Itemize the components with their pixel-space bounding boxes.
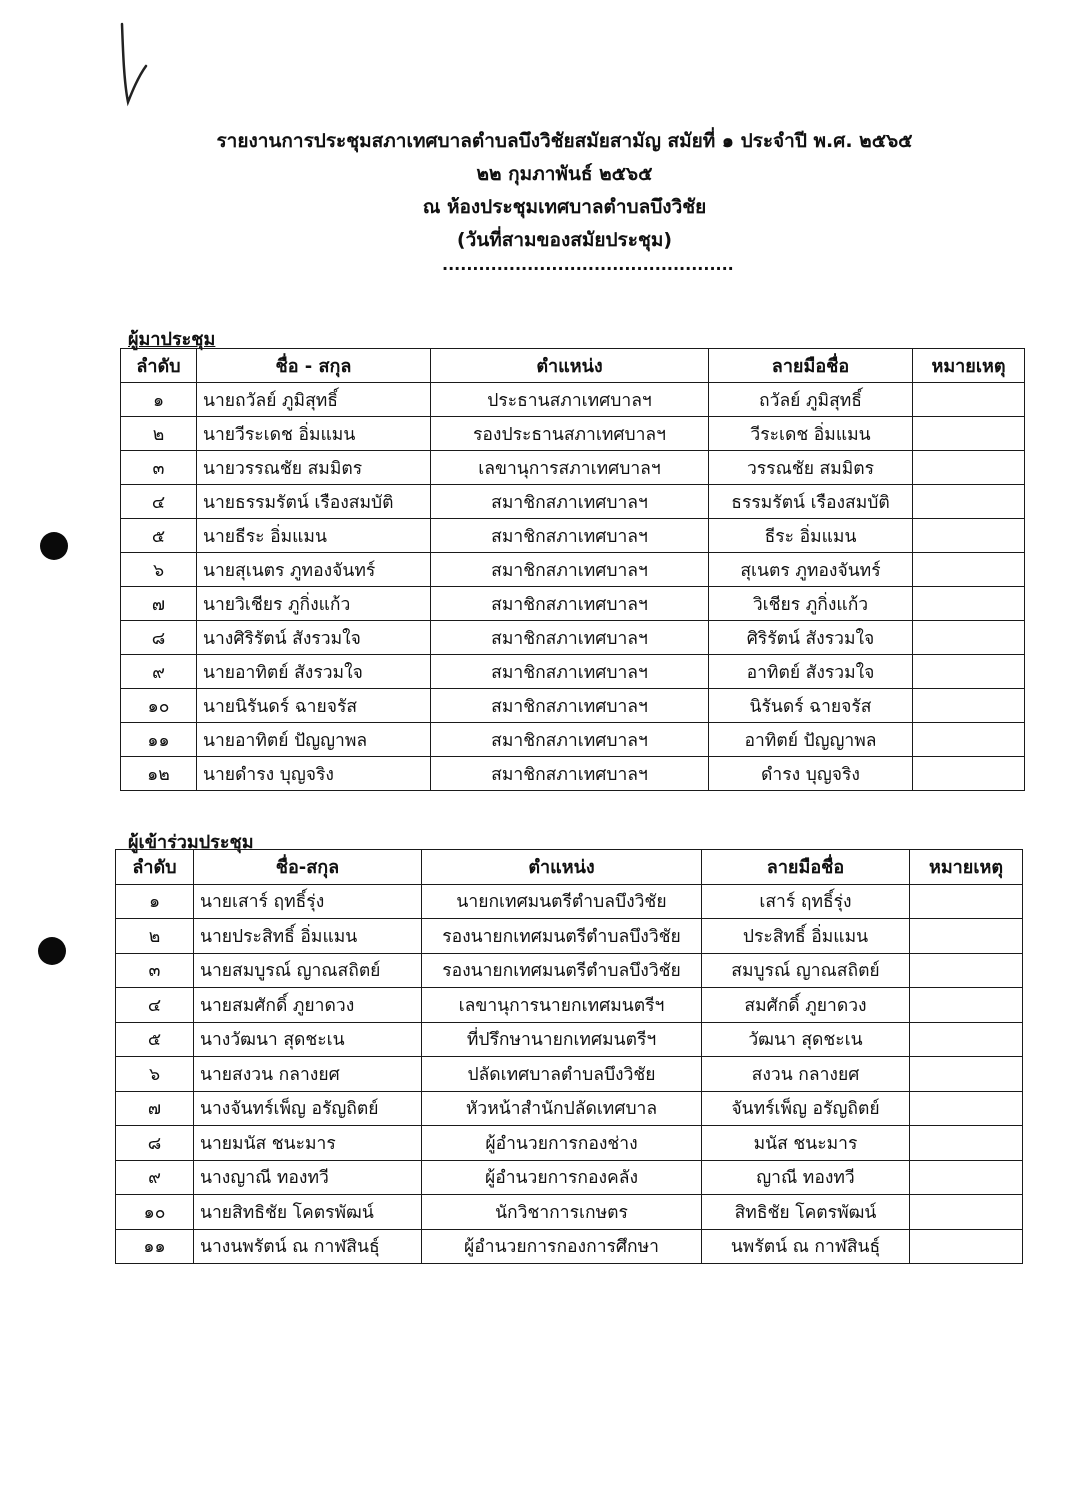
cell-signature: ดำรง บุญจริง [709, 757, 913, 791]
cell-position: ประธานสภาเทศบาลฯ [431, 383, 709, 417]
cell-signature: สิทธิชัย โคตรพัฒน์ [702, 1195, 910, 1230]
table-row [116, 988, 1023, 1023]
cell-order-no: ๑ [116, 884, 194, 919]
cell-name: นายถวัลย์ ภูมิสุทธิ์ [197, 383, 431, 417]
cell-note [910, 1126, 1023, 1161]
table-row [116, 1022, 1023, 1057]
cell-name: นายสมศักดิ์ ภูยาดวง [194, 988, 422, 1023]
cell-name: นางศิริรัตน์ สังรวมใจ [197, 621, 431, 655]
table-row [116, 1229, 1023, 1264]
cell-name: นายนิรันดร์ ฉายจรัส [197, 689, 431, 723]
attendees-title: ผู้มาประชุม [128, 329, 216, 350]
table-row [116, 953, 1023, 988]
cell-signature: วัฒนา สุดชะเน [702, 1022, 910, 1057]
cell-position: เลขานุการสภาเทศบาลฯ [431, 451, 709, 485]
cell-note [910, 1057, 1023, 1092]
cell-signature: อาทิตย์ ปัญญาพล [709, 723, 913, 757]
cell-order-no: ๘ [116, 1126, 194, 1161]
table-row [116, 1057, 1023, 1092]
table-row [121, 553, 1025, 587]
cell-name: นายมนัส ชนะมาร [194, 1126, 422, 1161]
handwritten-checkmark-icon [114, 22, 158, 108]
cell-note [913, 655, 1025, 689]
table-row [116, 884, 1023, 919]
cell-position: ที่ปรึกษานายกเทศมนตรีฯ [422, 1022, 702, 1057]
cell-order-no: ๖ [116, 1057, 194, 1092]
cell-note [913, 485, 1025, 519]
table-row [121, 519, 1025, 553]
cell-position: ผู้อำนวยการกองคลัง [422, 1160, 702, 1195]
cell-name: นายประสิทธิ์ อิ่มแมน [194, 919, 422, 954]
cell-name: นายสมบูรณ์ ญาณสถิตย์ [194, 953, 422, 988]
cell-note [910, 953, 1023, 988]
cell-name: นางญาณี ทองทวี [194, 1160, 422, 1195]
cell-order-no: ๘ [121, 621, 197, 655]
cell-order-no: ๕ [121, 519, 197, 553]
cell-signature: สงวน กลางยศ [702, 1057, 910, 1092]
cell-note [913, 519, 1025, 553]
cell-signature: เสาร์ ฤทธิ์รุ่ง [702, 884, 910, 919]
cell-signature: วิเชียร ภูกิ่งแก้ว [709, 587, 913, 621]
column-header-signature: ลายมือชื่อ [702, 850, 910, 885]
table-row [121, 723, 1025, 757]
cell-name: นายวีระเดช อิ่มแมน [197, 417, 431, 451]
table-row [121, 417, 1025, 451]
cell-note [913, 383, 1025, 417]
cell-position: นักวิชาการเกษตร [422, 1195, 702, 1230]
cell-position: รองนายกเทศมนตรีตำบลบึงวิชัย [422, 919, 702, 954]
punch-hole-bottom [38, 937, 66, 965]
participants-title: ผู้เข้าร่วมประชุม [128, 832, 254, 853]
cell-name: นายวรรณชัย สมมิตร [197, 451, 431, 485]
cell-note [910, 1195, 1023, 1230]
cell-order-no: ๑๐ [116, 1195, 194, 1230]
cell-name: นายสิทธิชัย โคตรพัฒน์ [194, 1195, 422, 1230]
cell-name: นางจันทร์เพ็ญ อรัญถิตย์ [194, 1091, 422, 1126]
cell-note [910, 988, 1023, 1023]
cell-name: นายสุเนตร ภูทองจันทร์ [197, 553, 431, 587]
cell-note [913, 553, 1025, 587]
cell-name: นายอาทิตย์ ปัญญาพล [197, 723, 431, 757]
cell-position: ปลัดเทศบาลตำบลบึงวิชัย [422, 1057, 702, 1092]
cell-order-no: ๙ [116, 1160, 194, 1195]
table-row [121, 383, 1025, 417]
column-header-signature: ลายมือชื่อ [709, 349, 913, 383]
table-row [116, 919, 1023, 954]
cell-signature: ถวัลย์ ภูมิสุทธิ์ [709, 383, 913, 417]
cell-signature: สมศักดิ์ ภูยาดวง [702, 988, 910, 1023]
column-header-no: ลำดับ [116, 850, 194, 885]
cell-signature: ธรรมรัตน์ เรืองสมบัติ [709, 485, 913, 519]
cell-signature: สุเนตร ภูทองจันทร์ [709, 553, 913, 587]
cell-order-no: ๑๑ [121, 723, 197, 757]
cell-position: หัวหน้าสำนักปลัดเทศบาล [422, 1091, 702, 1126]
header-separator: ................................................ [442, 255, 734, 274]
cell-name: นายธรรมรัตน์ เรืองสมบัติ [197, 485, 431, 519]
table-header-row [121, 349, 1025, 383]
cell-note [910, 1022, 1023, 1057]
column-header-note: หมายเหตุ [913, 349, 1025, 383]
cell-order-no: ๑๒ [121, 757, 197, 791]
attendees-table [120, 348, 1025, 791]
cell-signature: อาทิตย์ สังรวมใจ [709, 655, 913, 689]
cell-position: สมาชิกสภาเทศบาลฯ [431, 689, 709, 723]
cell-note [913, 757, 1025, 791]
cell-order-no: ๗ [121, 587, 197, 621]
cell-position: รองประธานสภาเทศบาลฯ [431, 417, 709, 451]
cell-signature: วีระเดช อิ่มแมน [709, 417, 913, 451]
cell-position: รองนายกเทศมนตรีตำบลบึงวิชัย [422, 953, 702, 988]
cell-signature: นพรัตน์ ณ กาฬสินธุ์ [702, 1229, 910, 1264]
cell-order-no: ๓ [116, 953, 194, 988]
cell-order-no: ๙ [121, 655, 197, 689]
cell-position: นายกเทศมนตรีตำบลบึงวิชัย [422, 884, 702, 919]
header-title: รายงานการประชุมสภาเทศบาลตำบลบึงวิชัยสมัยสามัญ สมัยที่ ๑ ประจำปี พ.ศ. ๒๕๖๕ [216, 130, 913, 152]
cell-note [913, 621, 1025, 655]
column-header-position: ตำแหน่ง [431, 349, 709, 383]
cell-name: นางนพรัตน์ ณ กาฬสินธุ์ [194, 1229, 422, 1264]
cell-order-no: ๕ [116, 1022, 194, 1057]
cell-position: ผู้อำนวยการกองการศึกษา [422, 1229, 702, 1264]
cell-order-no: ๑๐ [121, 689, 197, 723]
header-session: (วันที่สามของสมัยประชุม) [456, 229, 673, 251]
cell-order-no: ๖ [121, 553, 197, 587]
table-row [116, 1091, 1023, 1126]
cell-name: นายอาทิตย์ สังรวมใจ [197, 655, 431, 689]
table-row [121, 485, 1025, 519]
cell-position: สมาชิกสภาเทศบาลฯ [431, 553, 709, 587]
table-row [116, 1195, 1023, 1230]
cell-signature: ศิริรัตน์ สังรวมใจ [709, 621, 913, 655]
cell-signature: ธีระ อิ่มแมน [709, 519, 913, 553]
table-row [121, 587, 1025, 621]
table-row [121, 689, 1025, 723]
header-venue: ณ ห้องประชุมเทศบาลตำบลบึงวิชัย [422, 196, 707, 218]
table-row [121, 451, 1025, 485]
participants-table [115, 849, 1023, 1264]
cell-position: สมาชิกสภาเทศบาลฯ [431, 587, 709, 621]
cell-order-no: ๑ [121, 383, 197, 417]
table-row [121, 621, 1025, 655]
cell-name: นางวัฒนา สุดชะเน [194, 1022, 422, 1057]
cell-signature: วรรณชัย สมมิตร [709, 451, 913, 485]
cell-order-no: ๓ [121, 451, 197, 485]
cell-note [913, 451, 1025, 485]
cell-name: นายเสาร์ ฤทธิ์รุ่ง [194, 884, 422, 919]
column-header-no: ลำดับ [121, 349, 197, 383]
column-header-name: ชื่อ-สกุล [194, 850, 422, 885]
cell-note [910, 919, 1023, 954]
cell-name: นายสงวน กลางยศ [194, 1057, 422, 1092]
cell-position: สมาชิกสภาเทศบาลฯ [431, 485, 709, 519]
cell-name: นายดำรง บุญจริง [197, 757, 431, 791]
cell-signature: ประสิทธิ์ อิ่มแมน [702, 919, 910, 954]
cell-note [910, 1229, 1023, 1264]
cell-order-no: ๑๑ [116, 1229, 194, 1264]
cell-position: สมาชิกสภาเทศบาลฯ [431, 621, 709, 655]
cell-note [910, 1160, 1023, 1195]
cell-order-no: ๗ [116, 1091, 194, 1126]
column-header-name: ชื่อ - สกุล [197, 349, 431, 383]
table-row [116, 1126, 1023, 1161]
cell-name: นายธีระ อิ่มแมน [197, 519, 431, 553]
cell-signature: มนัส ชนะมาร [702, 1126, 910, 1161]
cell-position: สมาชิกสภาเทศบาลฯ [431, 655, 709, 689]
table-header-row [116, 850, 1023, 885]
cell-order-no: ๔ [116, 988, 194, 1023]
column-header-note: หมายเหตุ [910, 850, 1023, 885]
cell-signature: สมบูรณ์ ญาณสถิตย์ [702, 953, 910, 988]
document-header [0, 125, 1089, 257]
table-row [116, 1160, 1023, 1195]
cell-note [913, 689, 1025, 723]
cell-order-no: ๔ [121, 485, 197, 519]
cell-note [913, 417, 1025, 451]
cell-signature: จันทร์เพ็ญ อรัญถิตย์ [702, 1091, 910, 1126]
cell-position: สมาชิกสภาเทศบาลฯ [431, 519, 709, 553]
cell-position: สมาชิกสภาเทศบาลฯ [431, 757, 709, 791]
cell-note [910, 1091, 1023, 1126]
column-header-position: ตำแหน่ง [422, 850, 702, 885]
table-row [121, 757, 1025, 791]
cell-position: เลขานุการนายกเทศมนตรีฯ [422, 988, 702, 1023]
header-date: ๒๒ กุมภาพันธ์ ๒๕๖๕ [476, 163, 653, 185]
cell-position: ผู้อำนวยการกองช่าง [422, 1126, 702, 1161]
table-row [121, 655, 1025, 689]
cell-note [913, 723, 1025, 757]
cell-note [913, 587, 1025, 621]
punch-hole-top [40, 532, 68, 560]
cell-note [910, 884, 1023, 919]
cell-signature: ญาณี ทองทวี [702, 1160, 910, 1195]
cell-order-no: ๒ [121, 417, 197, 451]
cell-position: สมาชิกสภาเทศบาลฯ [431, 723, 709, 757]
cell-signature: นิรันดร์ ฉายจรัส [709, 689, 913, 723]
cell-name: นายวิเชียร ภูกิ่งแก้ว [197, 587, 431, 621]
cell-order-no: ๒ [116, 919, 194, 954]
